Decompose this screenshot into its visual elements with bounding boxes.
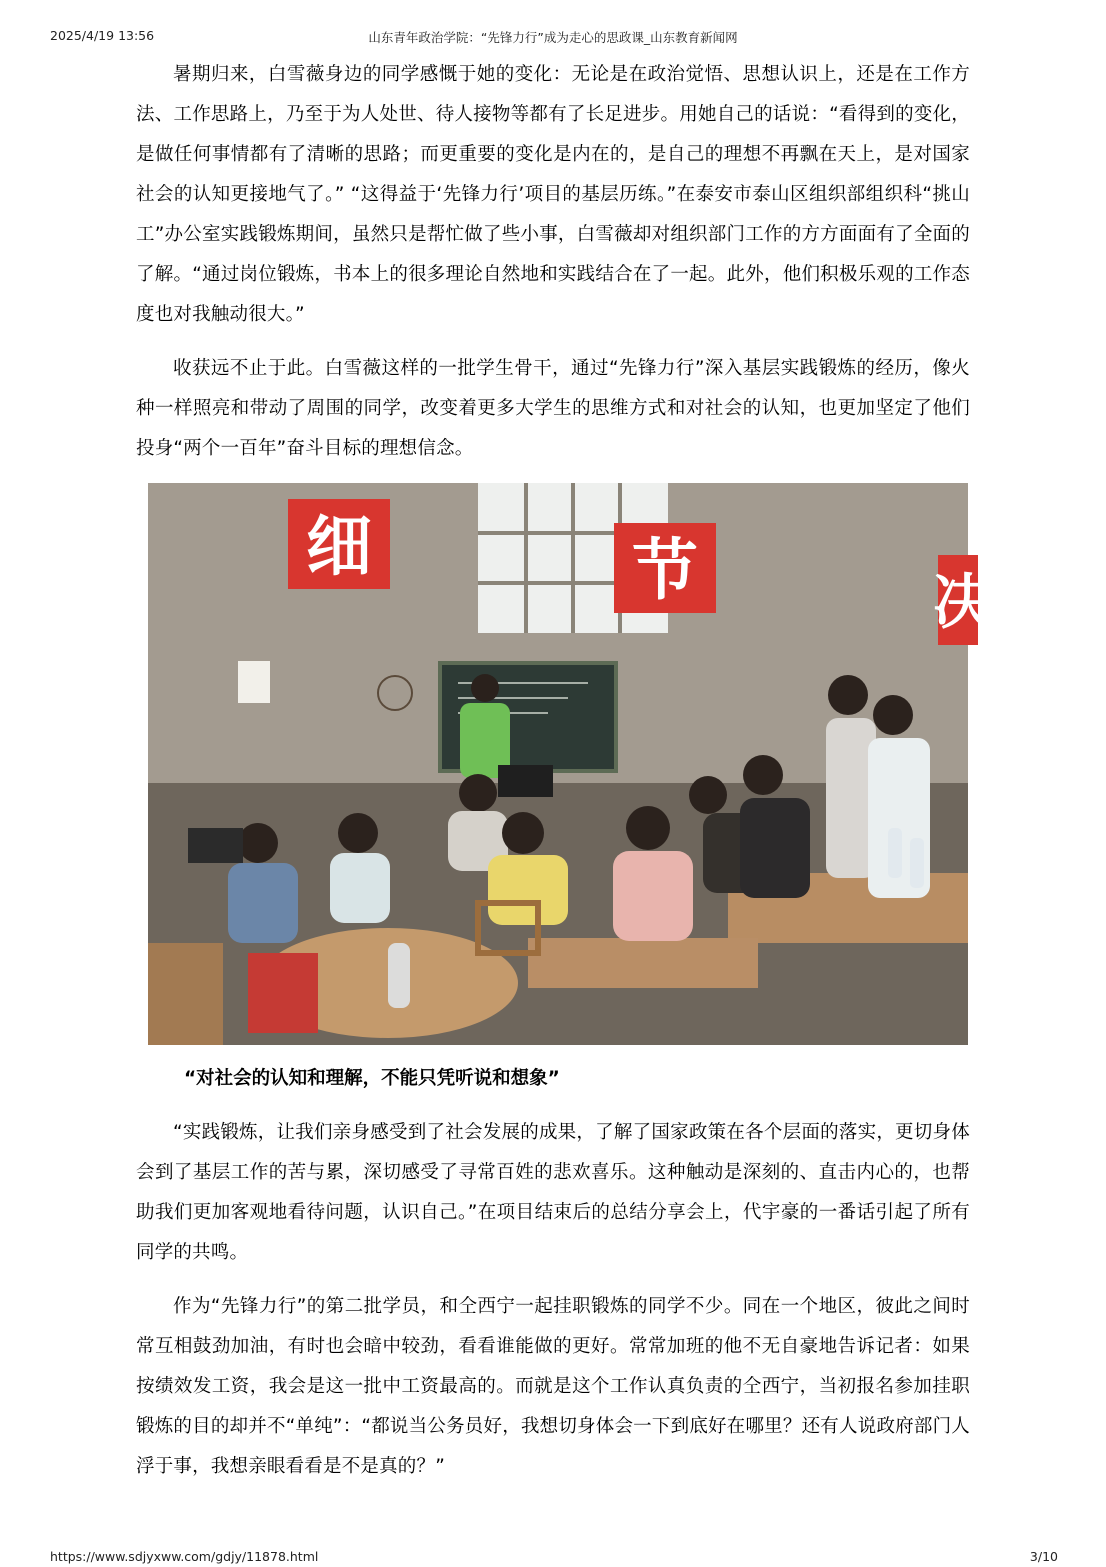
classroom-photo <box>148 483 993 1045</box>
page-number: 3/10 <box>1029 1549 1058 1564</box>
wall-character-3: 决 <box>933 568 993 638</box>
print-footer <box>0 1549 1106 1567</box>
print-page-title: 山东青年政治学院：“先锋力行”成为走心的思政课_山东教育新闻网 <box>368 30 738 45</box>
article-paragraph: 收获远不止于此。白雪薇这样的一批学生骨干，通过“先锋力行”深入基层实践锻炼的经历，像火种一样照亮和带动了周围的同学，改变着更多大学生的思维方式和对社会的认知，也更加坚定了他们投身“两个一百年”奋斗目标的理想信念。 <box>136 358 970 459</box>
print-datetime: 2025/4/19 13:56 <box>50 28 155 43</box>
wall-character-2: 节 <box>632 532 698 609</box>
wall-character-1: 细 <box>306 508 372 585</box>
page-url-link[interactable]: https://www.sdjyxww.com/gdjy/11878.html <box>50 1549 319 1564</box>
article-body <box>136 55 993 1501</box>
article-subheading: “对社会的认知和理解，不能只凭听说和想象” <box>184 1068 560 1089</box>
article-paragraph: “实践锻炼，让我们亲身感受到了社会发展的成果，了解了国家政策在各个层面的落实，更切身体会到了基层工作的苦与累，深切感受了寻常百姓的悲欢喜乐。这种触动是深刻的、直击内心的，也帮助我们更加客观地看待问题，认识自己。”在项目结束后的总结分享会上，代宇豪的一番话引起了所有同学的共鸣。 <box>136 1122 970 1263</box>
article-paragraph: 暑期归来，白雪薇身边的同学感慨于她的变化：无论是在政治觉悟、思想认识上，还是在工作方法、工作思路上，乃至于为人处世、待人接物等都有了长足进步。用她自己的话说：“看得到的变化，是做任何事情都有了清晰的思路；而更重要的变化是内在的，是自己的理想不再飘在天上，是对国家社会的认知更接地气了。” “这得益于‘先锋力行’项目的基层历练。”在泰安市泰山区组织部组织科“挑山工”办公室实践锻炼期间，虽然只是帮忙做了些小事，白雪薇却对组织部门工作的方方面面有了全面的了解。“通过岗位锻炼，书本上的很多理论自然地和实践结合在了一起。此外，他们积极乐观的工作态度也对我触动很大。” <box>136 64 970 325</box>
article-paragraph: 作为“先锋力行”的第二批学员，和仝西宁一起挂职锻炼的同学不少。同在一个地区，彼此之间时常互相鼓劲加油，有时也会暗中较劲，看看谁能做的更好。常常加班的他不无自豪地告诉记者：如果按绩效发工资，我会是这一批中工资最高的。而就是这个工作认真负责的仝西宁，当初报名参加挂职锻炼的目的却并不“单纯”：“都说当公务员好，我想切身体会一下到底好在哪里？还有人说政府部门人浮于事，我想亲眼看看是不是真的？” <box>136 1296 970 1477</box>
print-header <box>0 28 1106 48</box>
